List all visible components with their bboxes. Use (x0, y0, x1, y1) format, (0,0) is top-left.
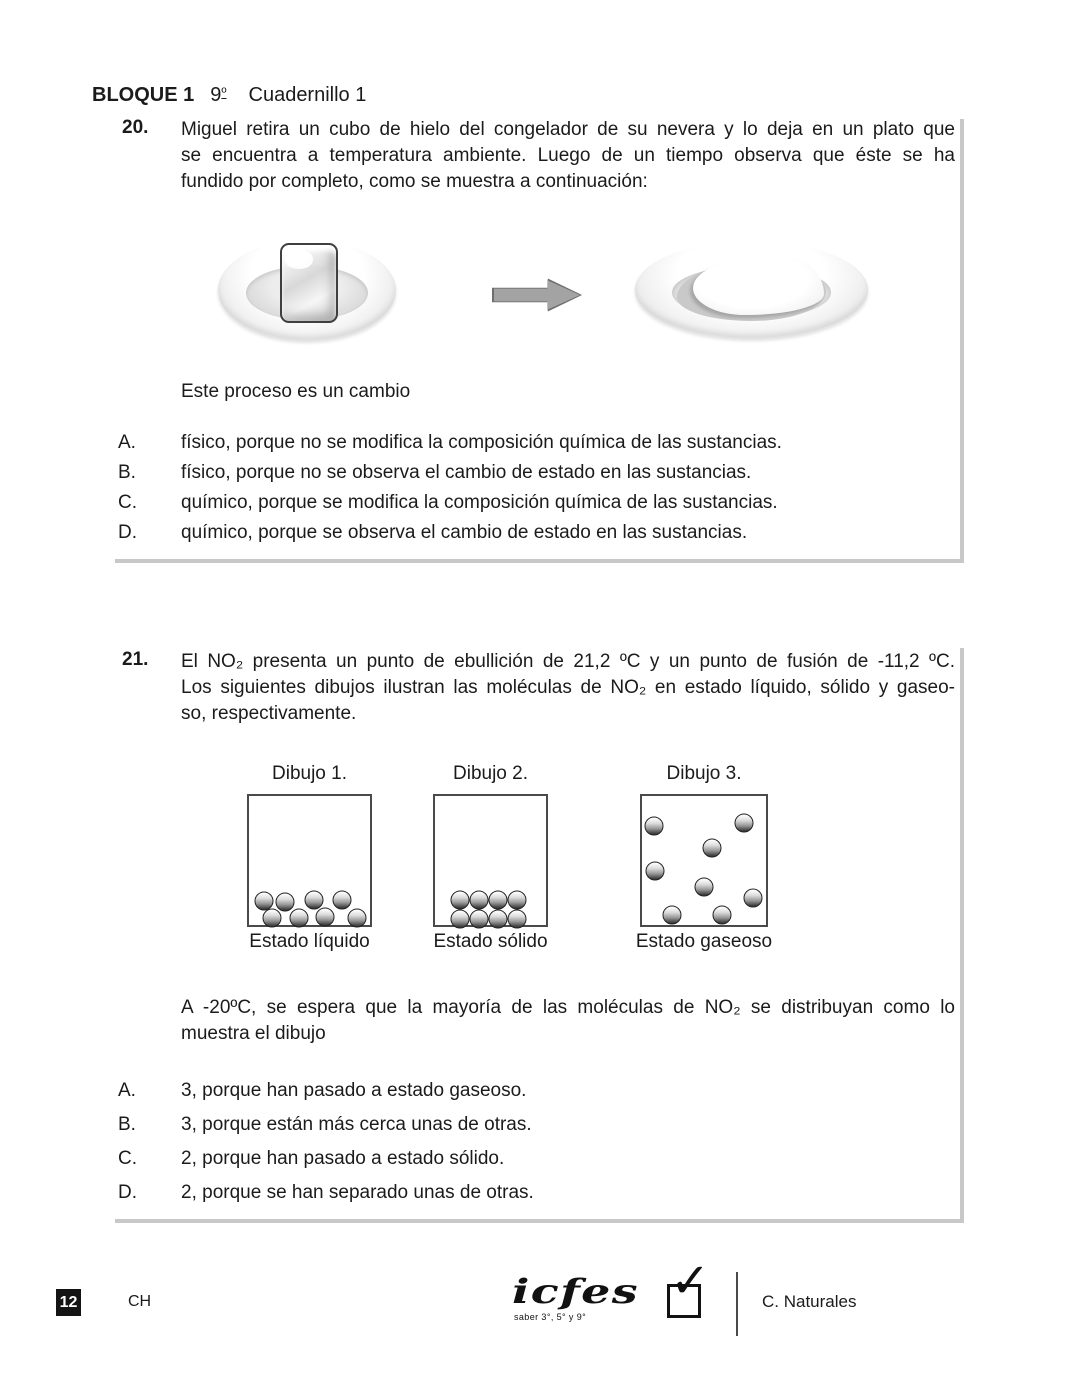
molecule-circle (735, 814, 754, 833)
molecule-circle (744, 889, 763, 908)
molecule-circle (470, 910, 489, 929)
molecule-circle (316, 908, 335, 927)
question-21-prompt-line: muestra el dibujo (181, 1023, 326, 1044)
option-text: químico, porque se modifica la composición química de las sustancias. (181, 492, 778, 513)
drawing-2 (433, 763, 548, 953)
molecule-circle (489, 891, 508, 910)
question-20-line: Miguel retira un cubo de hielo del congelador de su nevera y lo deja en un plato que (181, 119, 955, 140)
option-letter: A. (118, 1080, 136, 1101)
page-header (92, 84, 366, 107)
drawing-1-caption: Estado líquido (249, 931, 370, 952)
option-letter: C. (118, 1148, 137, 1169)
molecule-circle (663, 906, 682, 925)
molecule-circle (646, 862, 665, 881)
page-number-badge: 12 (56, 1289, 81, 1316)
question-21-prompt-line: A -20ºC, se espera que la mayoría de las moléculas de NO₂ se distribuyan como lo (181, 997, 955, 1018)
question-21-prompt (181, 995, 955, 1047)
right-arrow-icon-fill (494, 279, 580, 311)
option-text: físico, porque no se modifica la composición química de las sustancias. (181, 432, 782, 453)
question-21-line: Los siguientes dibujos ilustran las moléculas de NO₂ en estado líquido, sólido y gaseo- (181, 677, 955, 698)
drawing-1 (247, 763, 372, 953)
option-letter: C. (118, 492, 137, 513)
molecule-circle (470, 891, 489, 910)
option-letter: A. (118, 432, 136, 453)
molecule-circle (695, 878, 714, 897)
molecule-circle (290, 909, 309, 928)
molecule-circle (276, 893, 295, 912)
option-letter: D. (118, 522, 137, 543)
drawing-2-title: Dibujo 2. (453, 763, 528, 784)
option-letter: B. (118, 1114, 136, 1135)
q20-option-c (118, 492, 964, 522)
q20-option-a (118, 432, 964, 462)
q21-option-c (118, 1148, 964, 1182)
question-21-options (118, 1080, 964, 1216)
icfes-logo-subtext: saber 3°, 5° y 9° (514, 1312, 587, 1322)
icfes-logo-text: icfes (512, 1272, 639, 1312)
q21-option-b (118, 1114, 964, 1148)
question-20-number: 20. (122, 117, 149, 138)
booklet-label: Cuadernillo 1 (248, 84, 367, 106)
molecule-circle (508, 891, 527, 910)
molecule-circle (645, 817, 664, 836)
option-text: 2, porque se han separado unas de otras. (181, 1182, 534, 1203)
question-20-line: fundido por completo, como se muestra a continuación: (181, 171, 648, 192)
question-21-number: 21. (122, 649, 149, 670)
drawing-3-title: Dibujo 3. (666, 763, 742, 784)
option-text: químico, porque se observa el cambio de estado en las sustancias. (181, 522, 748, 543)
melting-ice-figure (218, 238, 878, 358)
drawing-3-caption: Estado gaseoso (635, 931, 773, 952)
molecule-circle (713, 906, 732, 925)
icfes-logo (512, 1255, 712, 1336)
q20-option-b (118, 462, 964, 492)
molecule-circle (305, 891, 324, 910)
question-21-line: so, respectivamente. (181, 703, 357, 724)
icfes-checkmark-icon: ✓ (670, 1255, 711, 1308)
molecule-circle (508, 910, 527, 929)
grade-ordinal: º (221, 84, 227, 100)
molecule-circle (348, 909, 367, 928)
molecule-circle (263, 909, 282, 928)
option-text: físico, porque no se observa el cambio de estado en las sustancias. (181, 462, 752, 483)
question-21-line: El NO₂ presenta un punto de ebullición de 21,2 ºC y un punto de fusión de -11,2 ºC. (181, 651, 955, 672)
question-20-line: se encuentra a temperatura ambiente. Luego de un tiempo observa que éste se ha (181, 145, 955, 166)
molecule-circle (489, 910, 508, 929)
molecule-box-gas (640, 794, 768, 927)
option-letter: D. (118, 1182, 137, 1203)
ice-cube-image (280, 243, 338, 323)
footer-divider (736, 1272, 738, 1336)
q21-option-d (118, 1182, 964, 1216)
molecule-circle (451, 891, 470, 910)
option-text: 3, porque están más cerca unas de otras. (181, 1114, 532, 1135)
block-label: BLOQUE 1 (92, 84, 195, 106)
molecule-circle (451, 910, 470, 929)
molecule-box-liquid (247, 794, 372, 927)
drawing-1-title: Dibujo 1. (272, 763, 347, 784)
molecule-box-solid (433, 794, 548, 927)
molecule-circle (333, 891, 352, 910)
q20-option-d (118, 522, 964, 552)
question-20-options (118, 432, 964, 552)
question-21-text (181, 649, 955, 727)
option-text: 2, porque han pasado a estado sólido. (181, 1148, 505, 1169)
q21-option-a (118, 1080, 964, 1114)
plate-with-water-image (635, 241, 868, 338)
drawing-2-caption: Estado sólido (433, 931, 548, 952)
molecule-circle (703, 839, 722, 858)
water-puddle-image (693, 255, 823, 315)
option-text: 3, porque han pasado a estado gaseoso. (181, 1080, 527, 1101)
question-20-text (181, 117, 955, 195)
subject-label: C. Naturales (762, 1292, 857, 1311)
drawing-3 (635, 763, 773, 953)
question-20-prompt: Este proceso es un cambio (181, 381, 411, 402)
grade-label: $9^º$ (210, 84, 227, 106)
option-letter: B. (118, 462, 136, 483)
area-code-label: CH (128, 1293, 152, 1310)
